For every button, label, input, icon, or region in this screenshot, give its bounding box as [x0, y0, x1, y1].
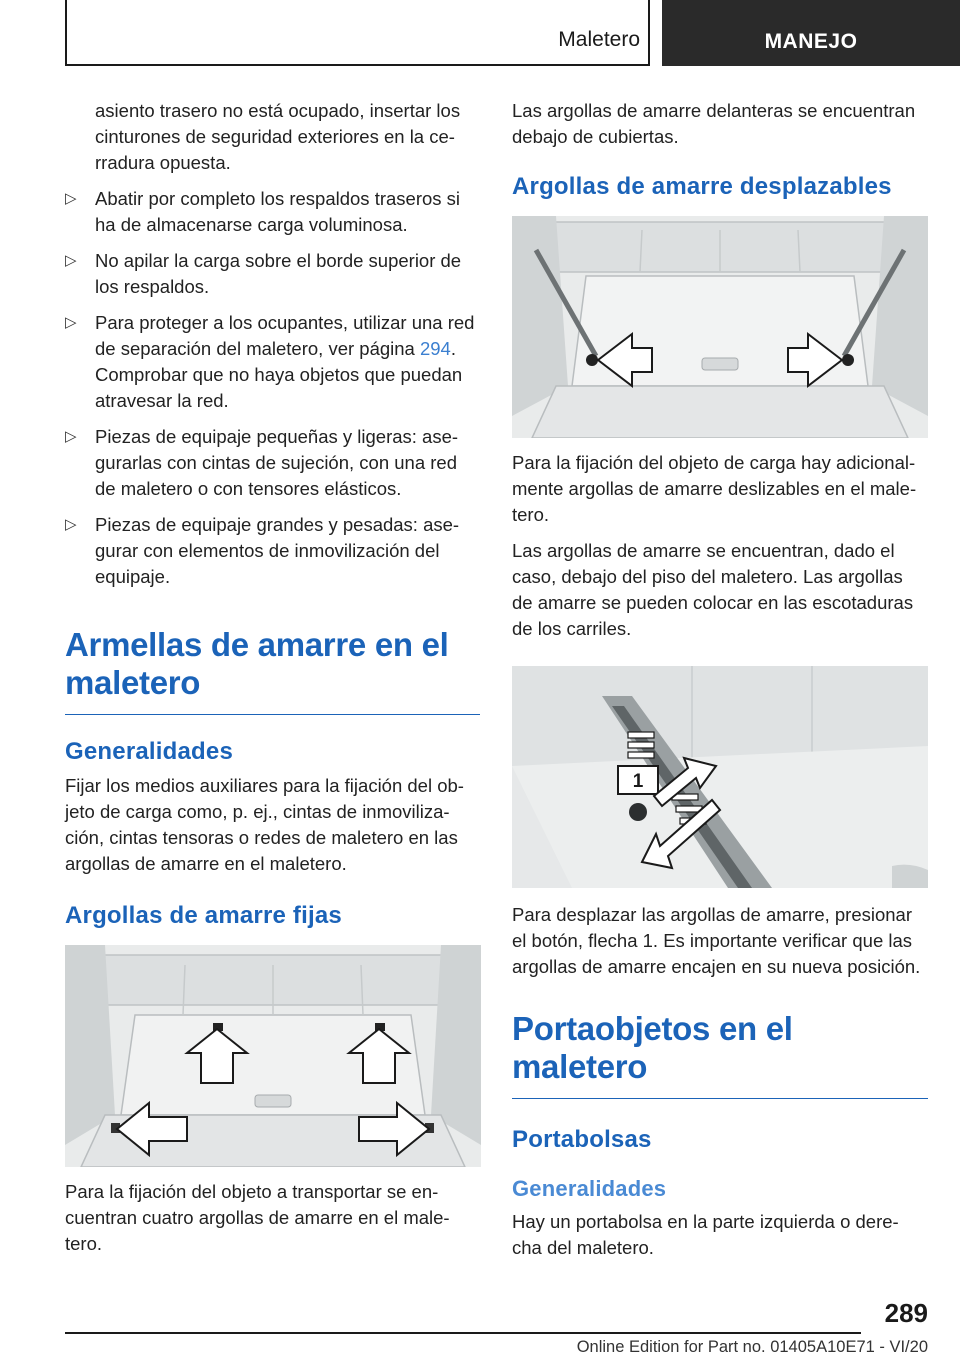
- header-rule-left: [65, 0, 67, 66]
- text-line: Para proteger a los ocupantes, utilizar una red: [95, 312, 475, 333]
- text-line: jeto de carga como, p. ej., cintas de inmoviliza-: [65, 801, 450, 822]
- text-line: de amarre se pueden colocar en las escotaduras: [512, 592, 914, 613]
- text-line: Las argollas de amarre se encuentran, dado el: [512, 540, 895, 561]
- callout-number: 1: [632, 771, 644, 792]
- triangle-bullet-icon: ▷: [65, 190, 77, 207]
- text-line: caso, debajo del piso del maletero. Las argollas: [512, 566, 903, 587]
- text-line: Para desplazar las argollas de amarre, presionar: [512, 904, 913, 925]
- text-line: argollas de amarre encajen en su nueva posición.: [512, 956, 921, 977]
- front-rings-paragraph: [512, 98, 928, 150]
- text-line: Para la fijación del objeto a transportar se en-: [65, 1181, 439, 1202]
- triangle-bullet-icon: ▷: [65, 516, 77, 533]
- movable-rings-paragraph-1: [512, 450, 928, 528]
- text-line: los respaldos.: [95, 276, 210, 297]
- triangle-bullet-icon: ▷: [65, 314, 77, 331]
- heading-storage-compartments: Portaobjetos en el maletero: [512, 1010, 928, 1099]
- heading-tie-down-eyes: [65, 626, 480, 715]
- header-chapter-tab: [662, 0, 960, 66]
- triangle-bullet-icon: ▷: [65, 252, 77, 269]
- text-line: cuentran cuatro argollas de amarre en el male-: [65, 1207, 450, 1228]
- general-paragraph: [65, 773, 480, 877]
- text-line: gurarlas con cintas de sujeción, con una red: [95, 452, 457, 473]
- movable-rings-illustration: [512, 216, 928, 438]
- list-item: [65, 424, 480, 502]
- text-line: Piezas de equipaje pequeñas y ligeras: ase-: [95, 426, 459, 447]
- text-line: ha de almacenarse carga voluminosa.: [95, 214, 408, 235]
- header-rule-mid: [648, 0, 650, 66]
- triangle-bullet-icon: ▷: [65, 428, 77, 445]
- text-line: cinturones de seguridad exteriores en la ce-: [95, 126, 455, 147]
- heading-movable-rings: Argollas de amarre desplazables: [512, 173, 892, 200]
- text-line: Abatir por completo los respaldos traseros si: [95, 188, 461, 209]
- movable-rings-paragraph-2: [512, 538, 928, 642]
- bag-hooks-paragraph: [512, 1209, 928, 1261]
- list-item: [65, 310, 480, 414]
- right-column: [512, 98, 928, 1271]
- text-punct: .: [450, 338, 456, 359]
- text-line: Para la fijación del objeto de carga hay adicional-: [512, 452, 916, 473]
- text-line: el botón, flecha 1. Es importante verificar que las: [512, 930, 913, 951]
- text-line: de los carriles.: [512, 618, 632, 639]
- slide-button-illustration: [512, 666, 928, 888]
- text-line: No apilar la carga sobre el borde superior de: [95, 250, 462, 271]
- page-number: 289: [884, 1298, 928, 1328]
- header-rule-bottom: [65, 64, 650, 66]
- intro-paragraph: [65, 98, 480, 176]
- text-line: debajo de cubiertas.: [512, 126, 679, 147]
- text-line: Armellas de amarre en el: [65, 626, 449, 663]
- text-line: cha del maletero.: [512, 1237, 654, 1258]
- text-line: Comprobar que no haya objetos que puedan: [95, 364, 463, 385]
- text-line: rradura opuesta.: [95, 152, 231, 173]
- page-reference-link[interactable]: 294: [419, 338, 451, 359]
- heading-fixed-rings: Argollas de amarre fijas: [65, 902, 342, 929]
- text-line: asiento trasero no está ocupado, insertar los: [95, 100, 461, 121]
- text-line: mente argollas de amarre deslizables en el male-: [512, 478, 917, 499]
- text-line: equipaje.: [95, 566, 171, 587]
- text-line: gurar con elementos de inmovilización del: [95, 540, 440, 561]
- list-item: [65, 512, 480, 590]
- text-line: Las argollas de amarre delanteras se encuentran: [512, 100, 916, 121]
- slide-button-paragraph: [512, 902, 928, 980]
- chapter-label: MANEJO: [764, 30, 858, 53]
- text-line: de separación del maletero, ver página: [95, 338, 420, 359]
- text-line: atravesar la red.: [95, 390, 229, 411]
- header-section-title: Maletero: [558, 28, 640, 51]
- footer-rule: [65, 1332, 861, 1334]
- list-item: [65, 186, 480, 238]
- text-line: Piezas de equipaje grandes y pesadas: ase-: [95, 514, 460, 535]
- text-line: argollas de amarre en el maletero.: [65, 853, 347, 874]
- text-line: ción, cintas tensoras o redes de maletero en las: [65, 827, 458, 848]
- fixed-rings-illustration: [65, 945, 481, 1167]
- heading-bag-hooks: Portabolsas: [512, 1126, 652, 1153]
- text-line: maletero: [65, 664, 201, 701]
- heading-general: Generalidades: [65, 738, 234, 765]
- text-line: de maletero o con tensores elásticos.: [95, 478, 402, 499]
- text-line: Hay un portabolsa en la parte izquierda o dere-: [512, 1211, 899, 1232]
- text-line: tero.: [512, 504, 550, 525]
- list-item: [65, 248, 480, 300]
- text-line: tero.: [65, 1233, 103, 1254]
- heading-bag-general: Generalidades: [512, 1176, 667, 1201]
- footer-edition-text: Online Edition for Part no. 01405A10E71 - VI/20: [576, 1338, 928, 1356]
- fixed-rings-paragraph: [65, 1179, 480, 1257]
- text-line: Fijar los medios auxiliares para la fijación del ob-: [65, 775, 464, 796]
- left-column: [65, 98, 480, 1267]
